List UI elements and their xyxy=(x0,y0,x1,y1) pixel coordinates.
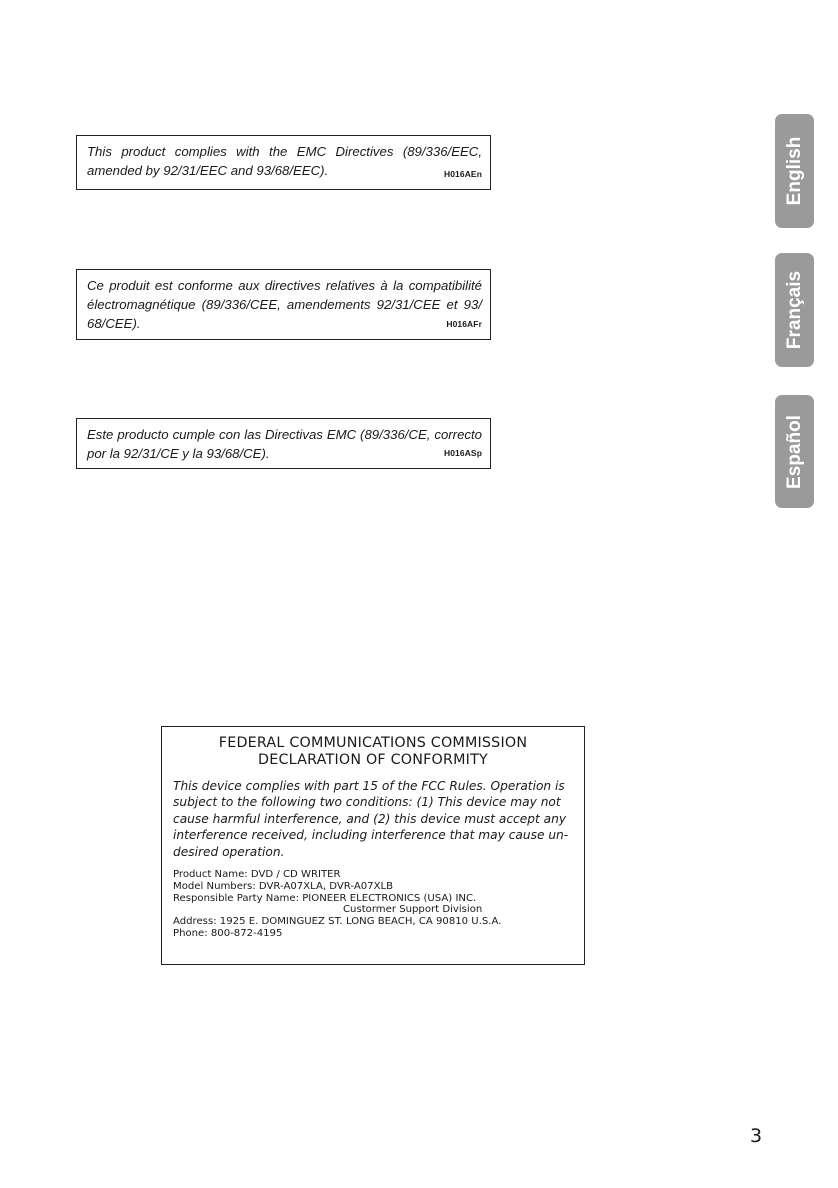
notice-spanish-code: H016ASp xyxy=(443,448,482,458)
fcc-responsible-party: Responsible Party Name: PIONEER ELECTRONICS (USA) INC. xyxy=(173,892,477,904)
fcc-title-line2: DECLARATION OF CONFORMITY xyxy=(258,752,488,768)
fcc-declaration-box xyxy=(161,726,585,965)
page-number: 3 xyxy=(750,1125,763,1147)
tab-francais-label: Français xyxy=(783,270,805,350)
notice-english xyxy=(76,135,491,190)
notice-french xyxy=(76,269,491,340)
fcc-statement: This device complies with part 15 of the FCC Rules. Operation is subject to the following two conditions: (1) This device may not cause harmful interference, and (2) this device must accept any interference received, including interference that may cause un- desired operation. xyxy=(173,779,569,859)
notice-english-code: H016AEn xyxy=(443,169,482,179)
notice-french-code: H016AFr xyxy=(446,319,482,329)
fcc-division: Custormer Support Division xyxy=(343,904,483,916)
fcc-details xyxy=(173,869,573,940)
tab-english[interactable] xyxy=(775,114,814,228)
fcc-model-numbers: Model Numbers: DVR-A07XLA, DVR-A07XLB xyxy=(173,880,394,892)
fcc-product-name: Product Name: DVD / CD WRITER xyxy=(173,869,341,881)
notice-spanish xyxy=(76,418,491,469)
notice-english-text: This product complies with the EMC Directives (89/336/EEC, amended by 92/31/EEC and 93/68/EEC). xyxy=(87,144,482,178)
tab-espanol-label: Español xyxy=(783,414,805,489)
notice-french-text: Ce produit est conforme aux directives relatives à la compatibilité électromagnétique (89/336/CEE, amendements 92/31/CEE et 93/ 68/CEE). xyxy=(87,278,482,331)
fcc-phone: Phone: 800-872-4195 xyxy=(173,928,283,940)
tab-espanol[interactable] xyxy=(775,395,814,508)
tab-francais[interactable] xyxy=(775,253,814,367)
notice-spanish-text: Este producto cumple con las Directivas EMC (89/336/CE, correcto por la 92/31/CE y la 93/68/CE). xyxy=(87,427,482,461)
fcc-address: Address: 1925 E. DOMINGUEZ ST. LONG BEACH, CA 90810 U.S.A. xyxy=(173,916,502,928)
fcc-title-line1: FEDERAL COMMUNICATIONS COMMISSION xyxy=(218,735,528,751)
fcc-title xyxy=(173,735,573,769)
tab-english-label: English xyxy=(783,136,805,206)
